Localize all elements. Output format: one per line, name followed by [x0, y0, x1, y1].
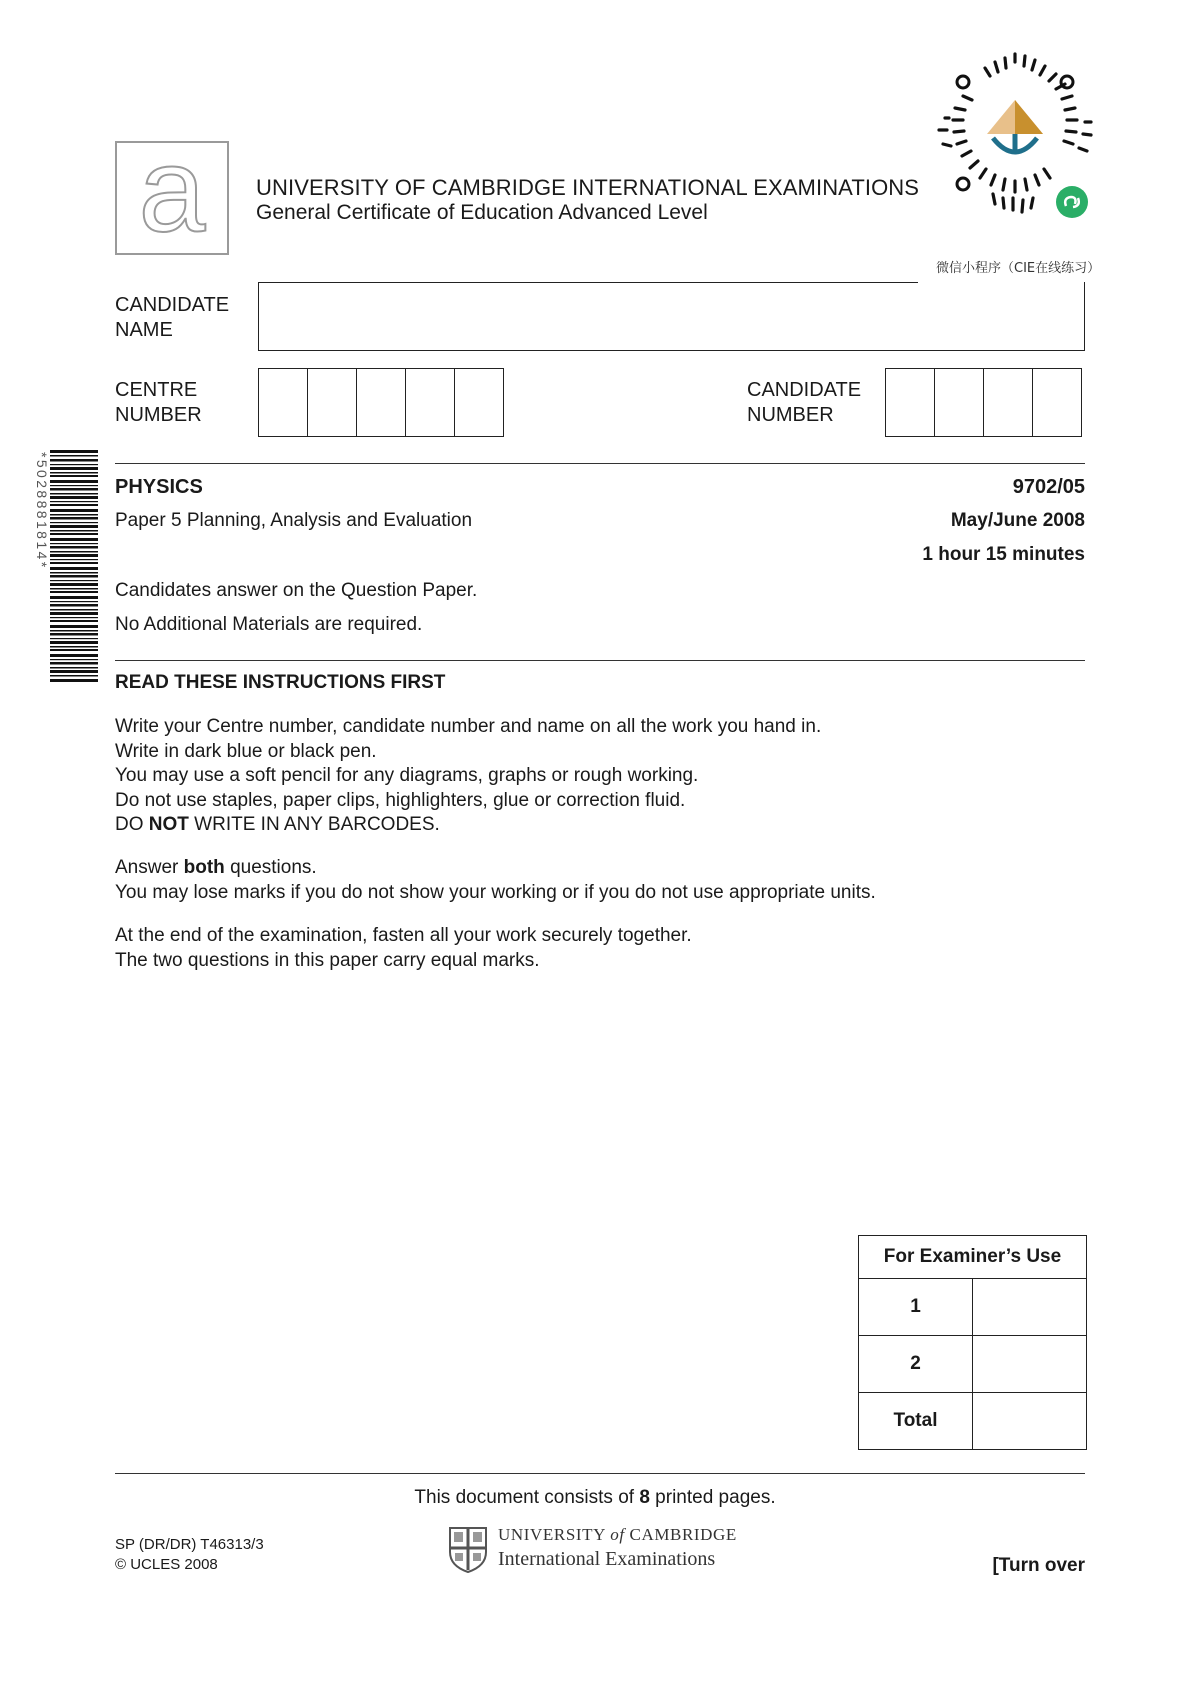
cie-logo [115, 123, 229, 257]
divider-instructions [115, 660, 1085, 661]
candidate-number-label-line2: NUMBER [747, 404, 834, 426]
candidate-number-boxes [885, 368, 1082, 437]
centre-number-digit-box[interactable] [455, 369, 503, 436]
divider-footer [115, 1473, 1085, 1474]
mark-cell[interactable] [973, 1279, 1087, 1336]
candidate-name-label [115, 293, 229, 343]
materials-note: No Additional Materials are required. [115, 614, 423, 635]
instructions-paragraph-2 [115, 856, 876, 905]
centre-number-digit-box[interactable] [357, 369, 406, 436]
centre-number-boxes [258, 368, 504, 437]
logo-letter: a [138, 123, 206, 257]
instruction-line: The two questions in this paper carry equal marks. [115, 949, 540, 971]
barcode [50, 450, 98, 682]
instruction-text: Answer [115, 857, 184, 878]
question-number: 2 [859, 1336, 973, 1393]
centre-number-label-line2: NUMBER [115, 404, 202, 426]
centre-number-digit-box[interactable] [406, 369, 455, 436]
total-mark-cell[interactable] [973, 1393, 1087, 1450]
cambridge-wordmark-line1 [498, 1525, 737, 1545]
instruction-text: WRITE IN ANY BARCODES. [188, 814, 440, 835]
centre-number-label [115, 378, 202, 428]
instructions-heading: READ THESE INSTRUCTIONS FIRST [115, 672, 446, 693]
page-count-text: printed pages. [649, 1487, 776, 1508]
candidate-number-label [747, 378, 861, 428]
centre-number-digit-box[interactable] [308, 369, 357, 436]
instruction-line: At the end of the examination, fasten all your work securely together. [115, 925, 692, 946]
copyright-notice: © UCLES 2008 [115, 1556, 218, 1573]
instruction-line: You may lose marks if you do not show your working or if you do not use appropriate units. [115, 881, 876, 903]
page-count-number: 8 [639, 1487, 650, 1508]
qr-caption: 微信小程序（CIE在线练习） [936, 261, 1101, 276]
instruction-emphasis: NOT [148, 814, 189, 835]
instruction-line: Write your Centre number, candidate number and name on all the work you hand in. [115, 716, 822, 737]
candidate-number-label-line1: CANDIDATE [747, 379, 862, 401]
paper-title: Paper 5 Planning, Analysis and Evaluation [115, 510, 473, 531]
wordmark-of: of [610, 1525, 625, 1544]
instruction-line [115, 813, 821, 838]
candidate-name-label-line1: CANDIDATE [115, 294, 230, 316]
examiner-use-table [858, 1235, 1087, 1450]
document-reference [115, 1535, 264, 1575]
instruction-line: Do not use staples, paper clips, highlighters, glue or correction fluid. [115, 789, 686, 811]
instruction-emphasis: both [183, 857, 225, 878]
qualification-title: General Certificate of Education Advanced Level [256, 201, 708, 224]
exam-duration: 1 hour 15 minutes [922, 544, 1085, 565]
exam-session: May/June 2008 [950, 510, 1085, 531]
instruction-text: questions. [224, 857, 317, 878]
instruction-line: Write in dark blue or black pen. [115, 740, 377, 762]
candidate-number-digit-box[interactable] [984, 369, 1033, 436]
page-count-note [0, 1487, 1190, 1509]
wordmark-text: CAMBRIDGE [624, 1525, 737, 1544]
mark-cell[interactable] [973, 1336, 1087, 1393]
instruction-text: DO [115, 814, 149, 835]
candidate-number-digit-box[interactable] [886, 369, 935, 436]
reference-code: SP (DR/DR) T46313/3 [115, 1536, 264, 1553]
divider-top [115, 463, 1085, 464]
wechat-qr-code [925, 48, 1105, 233]
instructions-paragraph-1 [115, 715, 821, 838]
instructions-paragraph-3 [115, 924, 692, 973]
candidate-name-field[interactable] [258, 282, 1085, 351]
centre-number-label-line1: CENTRE [115, 379, 198, 401]
examiner-use-heading: For Examiner’s Use [859, 1236, 1087, 1279]
subject-title: PHYSICS [115, 476, 203, 498]
question-number: 1 [859, 1279, 973, 1336]
answer-on-note: Candidates answer on the Question Paper. [115, 580, 478, 601]
turn-over-note: [Turn over [992, 1555, 1085, 1576]
cambridge-crest-icon [448, 1526, 488, 1574]
candidate-name-label-line2: NAME [115, 319, 173, 341]
instruction-line: You may use a soft pencil for any diagrams, graphs or rough working. [115, 765, 699, 786]
wordmark-text: UNIVERSITY [498, 1525, 611, 1544]
page-count-text: This document consists of [414, 1487, 640, 1508]
syllabus-code: 9702/05 [1012, 476, 1085, 498]
centre-number-digit-box[interactable] [259, 369, 308, 436]
university-title: UNIVERSITY OF CAMBRIDGE INTERNATIONAL EXAMINATIONS [256, 175, 920, 200]
instruction-line [115, 856, 876, 881]
candidate-number-digit-box[interactable] [935, 369, 984, 436]
barcode-digits: *5028881814* [34, 452, 50, 570]
candidate-number-digit-box[interactable] [1033, 369, 1081, 436]
cambridge-wordmark-line2: International Examinations [498, 1548, 716, 1570]
total-label: Total [859, 1393, 973, 1450]
